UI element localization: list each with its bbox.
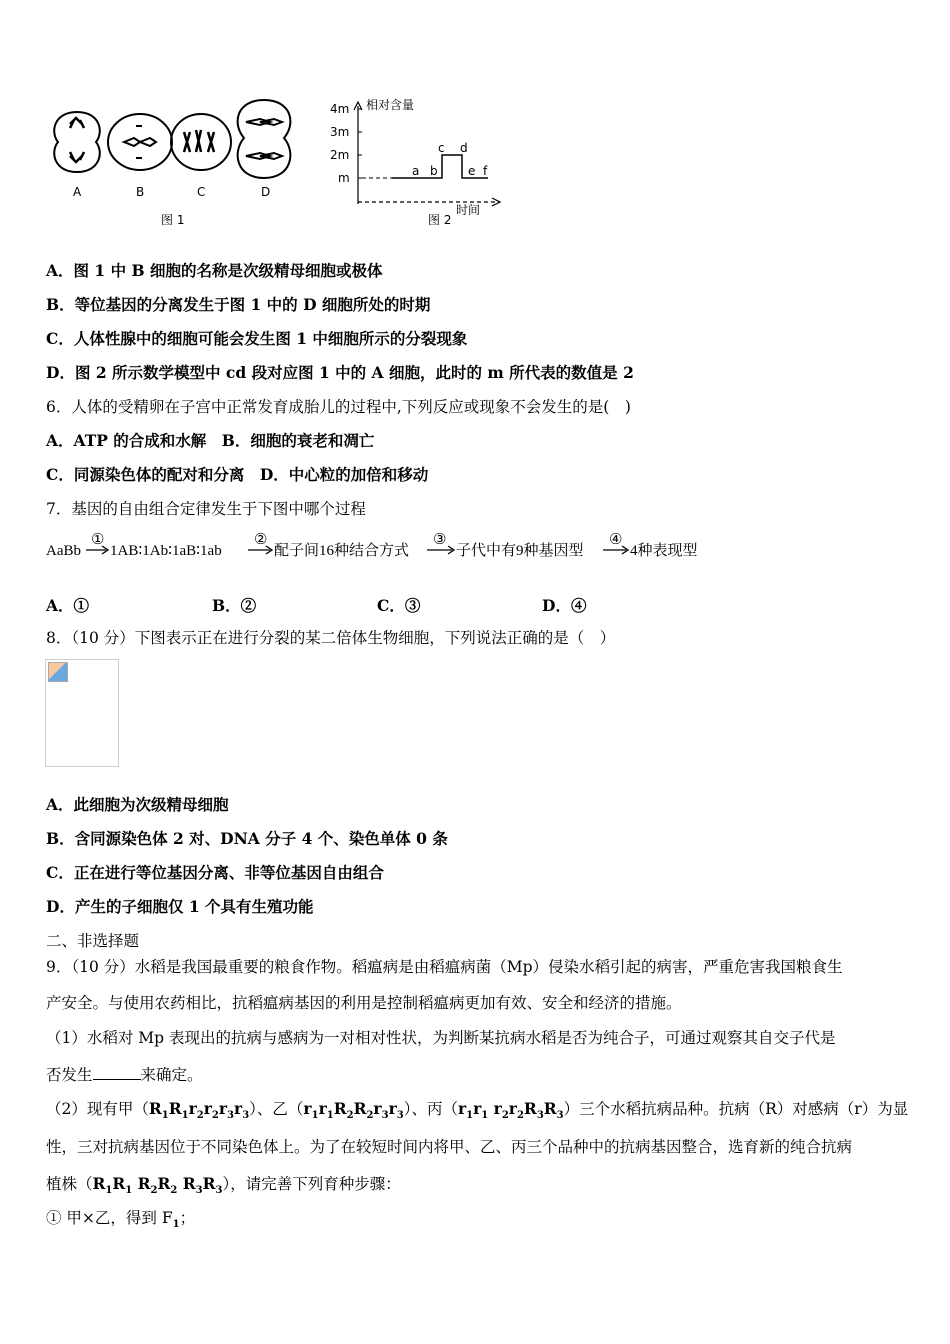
q6-options-row-1: A．ATP 的合成和水解 B．细胞的衰老和凋亡: [46, 431, 375, 450]
genotype-jia: $R_1R_1r_2r_2r_3r_3$: [148, 1099, 250, 1122]
q7-option-c: C．③: [377, 596, 421, 615]
figure-1-caption: 图 1: [161, 213, 185, 227]
q8-option-a: A．此细胞为次级精母细胞: [46, 795, 229, 814]
q9-part2-line-2: 性，三对抗病基因位于不同染色体上。为了在较短时间内将甲、乙、丙三个品种中的抗病基因整合，选育新的纯合抗病: [46, 1138, 853, 1156]
q9-part1-line-2: [46, 1065, 203, 1085]
q7-process-flow: [44, 528, 724, 564]
genotype-yi: $r_1r_1R_2R_2r_3r_3$: [303, 1099, 404, 1122]
answer-blank: [93, 1065, 141, 1080]
point-d: d: [460, 141, 468, 155]
y-tick-m: m: [338, 171, 350, 185]
y-axis-title: 相对含量: [366, 98, 415, 112]
q9-part2-text-b: ）、乙（: [249, 1100, 304, 1118]
flow-step-1: 1AB∶1Ab∶1aB∶1ab: [110, 543, 222, 559]
flow-start: AaBb: [46, 543, 81, 559]
q5-option-b: B．等位基因的分离发生于图 1 中的 D 细胞所处的时期: [46, 295, 431, 314]
q9-step-1-text: ① 甲×乙，得到 F: [46, 1209, 173, 1227]
cell-label-b: B: [136, 185, 145, 199]
genotype-target: $R_1R_1$ $R_2R_2$ $R_3R_3$: [92, 1174, 223, 1197]
q5-option-d: D．图 2 所示数学模型中 cd 段对应图 1 中的 A 细胞，此时的 m 所代表的数值是 2: [46, 363, 634, 382]
q9-part1-post: 来确定。: [140, 1066, 203, 1084]
q5-option-a: A．图 1 中 B 细胞的名称是次级精母细胞或极体: [46, 261, 383, 280]
flow-mark-1: ①: [91, 532, 105, 548]
point-b: b: [430, 164, 438, 178]
q7-stem: 7．基因的自由组合定律发生于下图中哪个过程: [46, 500, 366, 518]
q9-line-1: 9．（10 分）水稻是我国最重要的粮食作物。稻瘟病是由稻瘟病菌（Mp）侵染水稻引起的病害，严重危害我国粮食生: [46, 958, 843, 976]
q9-part2-text-d: ）三个水稻抗病品种。抗病（R）对感病（r）为显: [563, 1100, 909, 1118]
q9-part2-text-c: ）、丙（: [403, 1100, 458, 1118]
cell-c: [171, 114, 231, 170]
q9-part2-text-e: 植株（: [46, 1175, 93, 1193]
q9-part2-text-f: ），请完善下列育种步骤：: [222, 1175, 401, 1193]
q6-stem: 6．人体的受精卵在子宫中正常发育成胎儿的过程中,下列反应或现象不会发生的是( ): [46, 398, 631, 416]
cell-label-c: C: [197, 185, 206, 199]
cell-label-d: D: [261, 185, 271, 199]
figure-2-content-graph: [328, 96, 508, 232]
q6-options-row-2: C．同源染色体的配对和分离 D．中心粒的加倍和移动: [46, 465, 429, 484]
flow-step-3: 子代中有9种基因型: [456, 543, 584, 559]
q5-option-c: C．人体性腺中的细胞可能会发生图 1 中细胞所示的分裂现象: [46, 329, 468, 348]
point-e: e: [468, 164, 476, 178]
cell-b: [108, 114, 172, 170]
q8-stem: 8．（10 分）下图表示正在进行分裂的某二倍体生物细胞，下列说法正确的是（ ）: [46, 629, 616, 647]
broken-image-icon: [48, 662, 68, 682]
flow-mark-2: ②: [254, 532, 268, 548]
flow-mark-4: ④: [609, 532, 623, 548]
figure-2-caption: 图 2: [428, 213, 452, 227]
x-axis-title: 时间: [456, 203, 481, 217]
flow-step-2: 配子间16种结合方式: [274, 543, 410, 559]
q7-option-d: D．④: [542, 596, 587, 615]
q7-option-b: B．②: [212, 596, 257, 615]
cell-a: [54, 112, 100, 172]
y-tick-2m: 2m: [330, 148, 350, 162]
point-a: a: [412, 164, 420, 178]
q9-step-1-end: ；: [179, 1209, 196, 1227]
q9-part1-line-1: （1）水稻对 Mp 表现出的抗病与感病为一对相对性状，为判断某抗病水稻是否为纯合子，可通过观察其自交子代是: [46, 1029, 836, 1047]
figure-1-cell-diagrams: [46, 98, 308, 234]
y-tick-3m: 3m: [330, 125, 350, 139]
q8-option-c: C．正在进行等位基因分离、非等位基因自由组合: [46, 863, 384, 882]
cell-label-a: A: [73, 185, 82, 199]
q9-part2-line-1: [46, 1099, 908, 1126]
f1-subscript: 1: [172, 1219, 180, 1231]
q8-option-d: D．产生的子细胞仅 1 个具有生殖功能: [46, 897, 314, 916]
flow-mark-3: ③: [433, 532, 447, 548]
point-f: f: [483, 164, 488, 178]
q9-part2-line-3: [46, 1174, 401, 1201]
q9-part1-pre: 否发生: [46, 1066, 93, 1084]
q9-part2-text-a: （2）现有甲（: [46, 1100, 149, 1118]
q8-broken-image: [45, 659, 119, 767]
section-2-heading: 二、非选择题: [46, 932, 140, 950]
point-c: c: [438, 141, 445, 155]
q8-option-b: B．含同源染色体 2 对、DNA 分子 4 个、染色单体 0 条: [46, 829, 448, 848]
genotype-bing: $r_1r_1$ $r_2r_2R_3R_3$: [457, 1099, 564, 1122]
cell-d: [238, 100, 291, 178]
q9-step-1: [46, 1208, 195, 1235]
q7-option-a: A．①: [46, 596, 90, 615]
flow-step-4: 4种表现型: [630, 543, 698, 559]
q9-line-2: 产安全。与使用农药相比，抗稻瘟病基因的利用是控制稻瘟病更加有效、安全和经济的措施。: [46, 994, 682, 1012]
y-tick-4m: 4m: [330, 102, 350, 116]
